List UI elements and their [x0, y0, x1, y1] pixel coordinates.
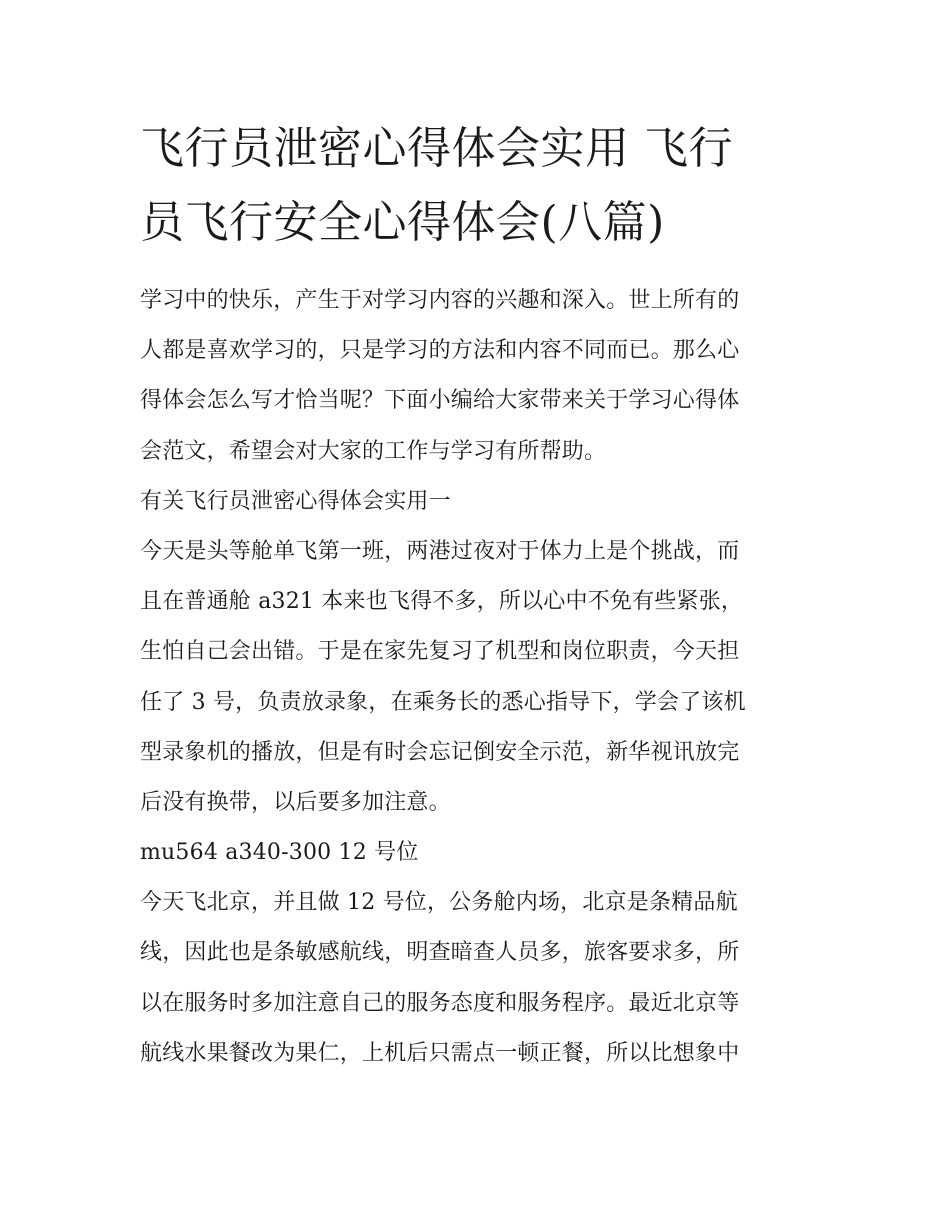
body-line: 型录象机的播放，但是有时会忘记倒安全示范，新华视讯放完: [140, 739, 740, 765]
body-line: 线，因此也是条敏感航线，明查暗查人员多，旅客要求多，所: [140, 940, 740, 966]
body-line: 今天是头等舱单飞第一班，两港过夜对于体力上是个挑战，而: [140, 538, 740, 564]
body-line: 会范文，希望会对大家的工作与学习有所帮助。: [140, 438, 607, 464]
title-line-1: 飞行员泄密心得体会实用 飞行: [140, 123, 733, 174]
body-line: 今天飞北京，并且做 12 号位，公务舱内场，北京是条精品航: [140, 890, 738, 916]
body-line: 以在服务时多加注意自己的服务态度和服务程序。最近北京等: [140, 990, 740, 1016]
body-line: 生怕自己会出错。于是在家先复习了机型和岗位职责，今天担: [140, 639, 740, 665]
title-line-2: 员飞行安全心得体会(八篇): [140, 197, 665, 248]
body-line: 后没有换带，以后要多加注意。: [140, 789, 451, 815]
flight-subheading: mu564 a340-300 12 号位: [140, 840, 419, 866]
section-heading: 有关飞行员泄密心得体会实用一: [140, 488, 451, 514]
body-line: 且在普通舱 a321 本来也飞得不多，所以心中不免有些紧张，: [140, 589, 744, 615]
body-line: 任了 3 号，负责放录象，在乘务长的悉心指导下，学会了该机: [140, 689, 746, 715]
body-line: 航线水果餐改为果仁，上机后只需点一顿正餐，所以比想象中: [140, 1040, 740, 1066]
body-line: 人都是喜欢学习的，只是学习的方法和内容不同而已。那么心: [140, 338, 740, 364]
body-line: 得体会怎么写才恰当呢？下面小编给大家带来关于学习心得体: [140, 388, 740, 414]
document-title: [140, 112, 820, 260]
document-body: [140, 276, 815, 1079]
body-line: 学习中的快乐，产生于对学习内容的兴趣和深入。世上所有的: [140, 288, 740, 313]
